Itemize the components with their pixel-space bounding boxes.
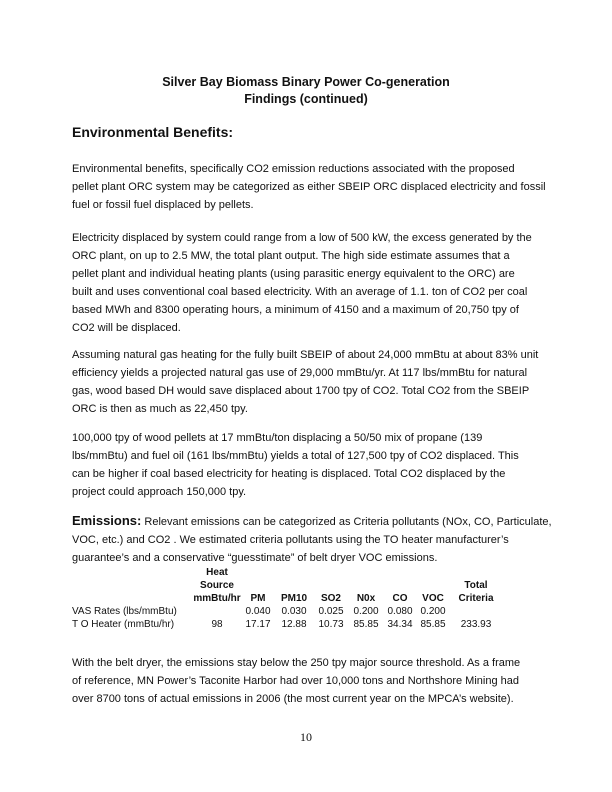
emissions-paragraph — [72, 512, 552, 567]
cell-voc: 0.200 — [420, 606, 446, 617]
cell-total — [450, 605, 502, 618]
text-line: gas, wood based DH would save displaced about 1700 tpy of CO2. Total CO2 from the SBEIP — [72, 385, 530, 397]
emissions-closing-paragraph — [72, 654, 548, 708]
text-line — [72, 512, 552, 531]
text-line: lbs/mmBtu) and fuel oil (161 lbs/mmBtu) yields a total of 127,500 tpy of CO2 displaced. This — [72, 450, 519, 462]
text-line: CO2 will be displaced. — [72, 322, 181, 334]
text-line: pellet plant and individual heating plants (using parasitic energy equivalent to the ORC) are — [72, 268, 515, 280]
header-text: Heat — [206, 567, 228, 578]
cell-pm10: 0.030 — [281, 606, 307, 617]
title-line-2: Findings (continued) — [244, 92, 368, 106]
text-line: With the belt dryer, the emissions stay below the 250 tpy major source threshold. As a frame — [72, 657, 521, 669]
text-line: ORC is then as much as 22,450 tpy. — [72, 403, 248, 415]
header-cell-blank — [72, 566, 192, 605]
header-total-criteria — [450, 566, 502, 605]
document-title — [0, 74, 612, 108]
text-line: Assuming natural gas heating for the fully built SBEIP of about 24,000 mmBtu at about 83% unit — [72, 349, 539, 361]
header-heat-source — [192, 566, 242, 605]
env-paragraph-1 — [72, 160, 548, 214]
page-number: 10 — [300, 730, 312, 744]
text-line: guarantee’s and a conservative “guesstimate” of belt dryer VOC emissions. — [72, 552, 438, 564]
text-line: ORC plant, on up to 2.5 MW, the total plant output. The high side estimate assumes that a — [72, 250, 510, 262]
cell-heat — [192, 605, 242, 618]
text-line: Electricity displaced by system could range from a low of 500 kW, the excess generated by the — [72, 232, 532, 244]
cell-pm10: 12.88 — [281, 619, 307, 630]
text-line: pellet plant ORC system may be categorized as either SBEIP ORC displaced electricity and fossil — [72, 181, 546, 193]
text-line: Environmental benefits, specifically CO2 emission reductions associated with the proposed — [72, 163, 515, 175]
header-voc: VOC — [422, 593, 444, 604]
header-nox: N0x — [356, 593, 376, 604]
text-line: over 8700 tons of actual emissions in 2006 (the most current year on the MPCA’s website). — [72, 693, 514, 705]
row-label: VAS Rates (lbs/mmBtu) — [72, 606, 177, 617]
text-line: built and uses conventional coal based electricity. With an average of 1.1. ton of CO2 per coal — [72, 286, 528, 298]
header-co: CO — [392, 593, 408, 604]
header-text: Source — [200, 580, 234, 591]
text-line: based MWh and 8300 operating hours, a minimum of 4150 and a maximum of 20,750 tpy of — [72, 304, 519, 316]
env-paragraph-3 — [72, 346, 548, 418]
cell-co: 0.080 — [387, 606, 413, 617]
header-text: Total — [464, 580, 488, 591]
row-label: T O Heater (mmBtu/hr) — [72, 619, 175, 630]
cell-nox: 0.200 — [353, 606, 379, 617]
env-paragraph-2 — [72, 229, 548, 337]
table-header-row — [72, 566, 502, 605]
text-line: can be higher if coal based electricity for heating is displaced. Total CO2 displaced by the — [72, 468, 506, 480]
text-line: VOC, etc.) and CO2 . We estimated criteria pollutants using the TO heater manufacturer’s — [72, 534, 509, 546]
cell-pm: 17.17 — [245, 619, 271, 630]
table-row — [72, 605, 502, 618]
text-line: 100,000 tpy of wood pellets at 17 mmBtu/ton displacing a 50/50 mix of propane (139 — [72, 432, 483, 444]
env-paragraph-4 — [72, 429, 548, 501]
environmental-benefits-heading: Environmental Benefits: — [72, 124, 234, 140]
header-text: mmBtu/hr — [193, 593, 241, 604]
cell-pm: 0.040 — [245, 606, 271, 617]
text-line: efficiency yields a projected natural gas use of 29,000 mmBtu/yr. At 117 lbs/mmBtu for natural — [72, 367, 528, 379]
cell-so2: 0.025 — [318, 606, 344, 617]
title-line-1: Silver Bay Biomass Binary Power Co-generation — [162, 75, 450, 89]
cell-so2: 10.73 — [318, 619, 344, 630]
cell-co: 34.34 — [387, 619, 413, 630]
cell-total: 233.93 — [460, 619, 492, 630]
text-line: of reference, MN Power’s Taconite Harbor had over 10,000 tons and Northshore Mining had — [72, 675, 519, 687]
cell-nox: 85.85 — [353, 619, 379, 630]
cell-heat: 98 — [211, 619, 223, 630]
emissions-heading: Emissions: — [72, 513, 142, 528]
table-row — [72, 618, 502, 631]
header-so2: SO2 — [320, 593, 341, 604]
header-pm: PM — [250, 593, 266, 604]
text-line: project could approach 150,000 tpy. — [72, 486, 247, 498]
emissions-intro-1: Relevant emissions can be categorized as Criteria pollutants (NOx, CO, Particulate, — [141, 516, 552, 528]
header-pm10: PM10 — [280, 593, 308, 604]
emissions-table — [72, 566, 502, 631]
text-line: fuel or fossil fuel displaced by pellets. — [72, 199, 254, 211]
cell-voc: 85.85 — [420, 619, 446, 630]
header-text: Criteria — [458, 593, 494, 604]
